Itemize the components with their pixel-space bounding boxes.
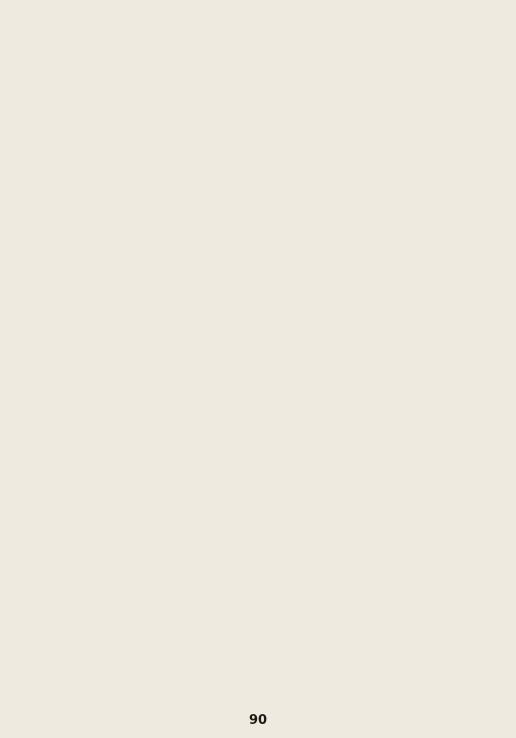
text-column [134,34,152,702]
text-column [194,34,212,702]
text-column [114,34,132,702]
text-column [446,34,464,702]
text-column [54,34,72,702]
text-column [34,34,52,702]
text-column [306,34,324,702]
text-column [266,34,284,702]
text-column [214,34,232,702]
text-column [466,34,484,702]
text-column [14,34,32,702]
text-column [426,34,444,702]
text-column [234,34,252,702]
text-column [286,34,304,702]
text-column [154,34,172,702]
page-number: 90 [248,713,268,728]
text-column [174,34,192,702]
text-block-left [0,34,252,702]
text-column [94,34,112,702]
text-column [0,34,12,702]
text-column [386,34,404,702]
text-column [346,34,364,702]
text-column [74,34,92,702]
text-column [406,34,424,702]
text-column [366,34,384,702]
text-column [326,34,344,702]
